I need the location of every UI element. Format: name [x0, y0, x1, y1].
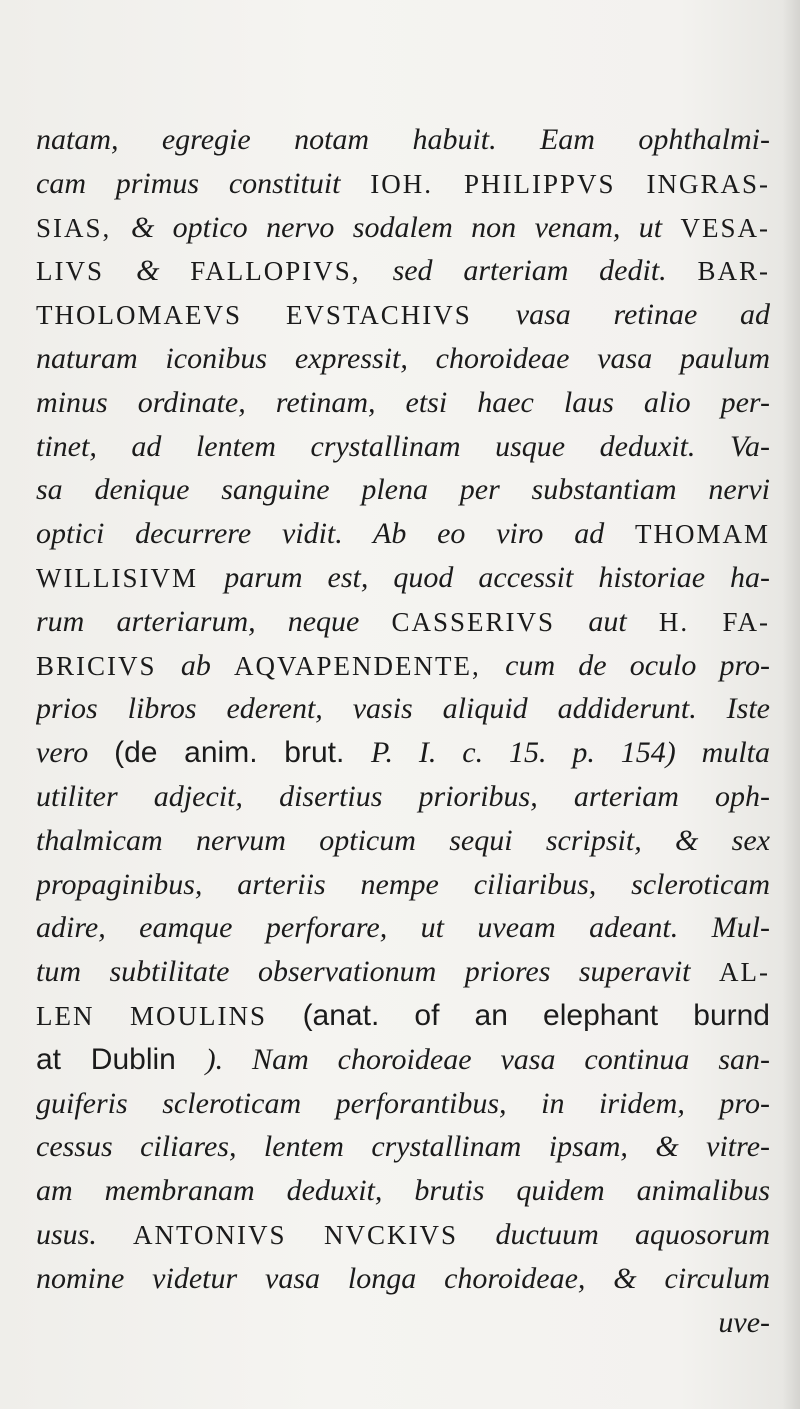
- text-segment: IOH. PHILIPPVS INGRAS-: [370, 168, 770, 199]
- text-segment: aut: [588, 604, 659, 638]
- text-segment: prios libros ederent, vasis aliquid addiderunt. Iste: [36, 692, 770, 726]
- text-line: [36, 1213, 770, 1257]
- text-segment: &: [136, 254, 191, 288]
- text-segment: nomine videtur vasa longa choroideae, & circulum: [36, 1261, 770, 1295]
- text-line: [36, 775, 770, 819]
- text-segment: tum subtilitate observationum priores superavit: [36, 955, 720, 989]
- text-line: [36, 425, 770, 469]
- text-segment: cum de oculo pro-: [505, 648, 770, 682]
- text-line: [36, 950, 770, 994]
- text-segment: at Dublin: [36, 1042, 206, 1076]
- text-segment: AL-: [719, 957, 770, 988]
- text-segment: BRICIVS: [36, 650, 181, 681]
- text-segment: parum est, quod accessit historiae ha-: [224, 560, 770, 594]
- text-segment: thalmicam nervum opticum sequi scripsit, & sex: [36, 823, 770, 857]
- text-segment: vero: [36, 736, 115, 770]
- text-segment: BAR-: [697, 256, 770, 287]
- text-segment: & optico nervo sodalem non venam, ut: [130, 210, 681, 244]
- text-segment: optici decurrere vidit. Ab eo viro ad: [36, 517, 635, 551]
- text-segment: (anat. of an elephant burnd: [302, 998, 770, 1032]
- text-line: [36, 1038, 770, 1082]
- text-line: [36, 600, 770, 644]
- text-line: [36, 1125, 770, 1169]
- text-segment: ductuum aquosorum: [495, 1217, 770, 1251]
- text-segment: propaginibus, arteriis nempe ciliaribus, scleroticam: [36, 867, 770, 901]
- text-segment: (de anim. brut.: [114, 736, 372, 770]
- text-segment: H. FA-: [658, 606, 770, 637]
- text-segment: rum arteriarum, neque: [36, 604, 392, 638]
- text-line: [36, 687, 770, 731]
- text-line: [36, 512, 770, 556]
- text-line: [36, 644, 770, 688]
- text-segment: ab: [180, 648, 235, 682]
- text-line: [36, 906, 770, 950]
- text-segment: natam, egregie notam habuit.: [36, 123, 540, 156]
- text-line: [36, 556, 770, 600]
- text-segment: utiliter adjecit, disertius prioribus, arteriam oph-: [36, 779, 770, 813]
- text-segment: sed arteriam dedit.: [392, 254, 698, 288]
- text-segment: AQVAPENDENTE,: [234, 650, 506, 681]
- text-line: [36, 468, 770, 512]
- text-segment: adire, eamque perforare, ut uveam adeant. Mul-: [36, 911, 770, 945]
- text-line: [36, 863, 770, 907]
- text-segment: CASSERIVS: [391, 606, 589, 637]
- page-text-block: [36, 118, 770, 1344]
- text-line: [36, 249, 770, 293]
- page-edge-shadow: [782, 0, 800, 1409]
- text-segment: usus.: [36, 1217, 134, 1251]
- text-line: [36, 1082, 770, 1126]
- text-segment: am membranam deduxit, brutis quidem animalibus: [36, 1174, 770, 1208]
- text-line: [36, 206, 770, 250]
- text-line: [36, 337, 770, 381]
- text-segment: Eam ophthalmi-: [539, 123, 770, 156]
- text-line: [36, 1257, 770, 1301]
- text-line: [36, 162, 770, 206]
- text-segment: P. I. c. 15. p. 154) multa: [371, 736, 770, 770]
- text-segment: ). Nam choroideae vasa continua san-: [205, 1042, 770, 1076]
- text-segment: tinet, ad lentem crystallinam usque deduxit. Va-: [36, 429, 770, 463]
- text-segment: SIAS,: [36, 212, 131, 243]
- text-segment: minus ordinate, retinam, etsi haec laus alio per-: [36, 385, 770, 419]
- text-segment: guiferis scleroticam perforantibus, in iridem, pro-: [36, 1086, 770, 1120]
- text-segment: uve-: [718, 1305, 770, 1339]
- text-line: [36, 731, 770, 775]
- show-through-text: [60, 1310, 740, 1340]
- text-segment: vasa retinae ad: [515, 298, 770, 332]
- text-segment: LIVS: [36, 256, 137, 287]
- text-segment: ANTONIVS NVCKIVS: [133, 1219, 496, 1250]
- text-segment: WILLISIVM: [36, 562, 225, 593]
- text-line: [36, 819, 770, 863]
- text-segment: FALLOPIVS,: [190, 256, 393, 287]
- text-segment: LEN MOULINS: [36, 1000, 303, 1031]
- text-line: [36, 1169, 770, 1213]
- text-line: [36, 293, 770, 337]
- text-line: [36, 118, 770, 162]
- text-segment: THOMAM: [634, 519, 770, 550]
- text-line: [36, 994, 770, 1038]
- text-line: [36, 381, 770, 425]
- text-segment: cessus ciliares, lentem crystallinam ipsam, & vitre-: [36, 1130, 770, 1164]
- text-segment: THOLOMAEVS EVSTACHIVS: [36, 300, 516, 331]
- text-segment: cam primus constituit: [36, 166, 371, 200]
- text-segment: VESA-: [680, 212, 770, 243]
- text-segment: sa denique sanguine plena per substantiam nervi: [36, 473, 770, 507]
- text-segment: naturam iconibus expressit, choroideae vasa paulum: [36, 341, 770, 375]
